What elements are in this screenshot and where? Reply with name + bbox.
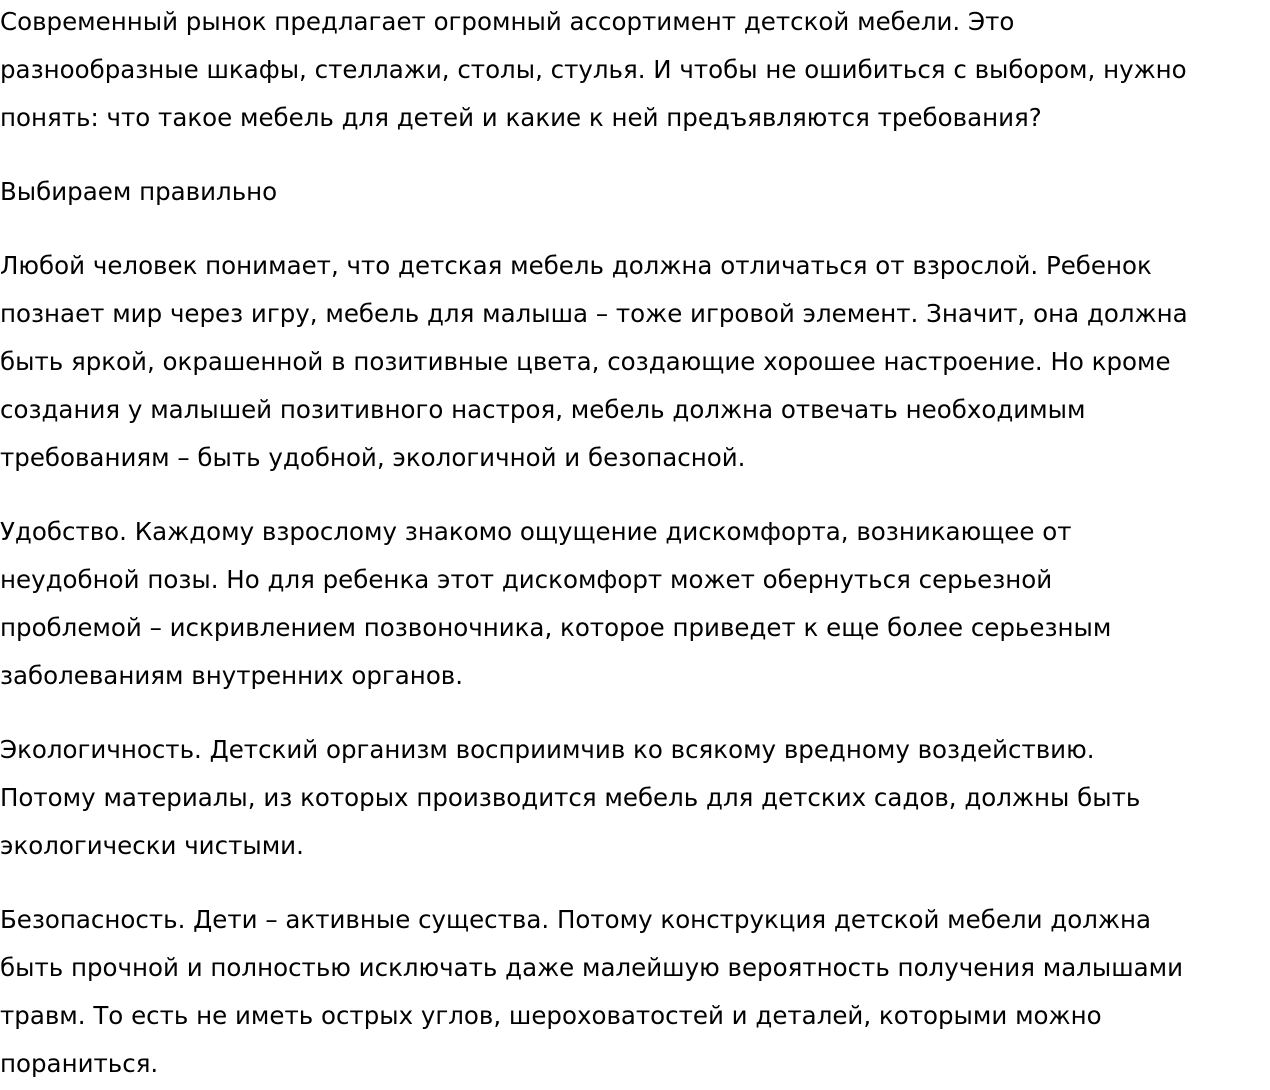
text-line: травм. То есть не иметь острых углов, шероховатостей и деталей, которыми можно (0, 1001, 1102, 1030)
text-line: пораниться. (0, 1049, 159, 1078)
text-line: понять: что такое мебель для детей и какие к ней предъявляются требования? (0, 103, 1042, 132)
paragraph-safety (0, 896, 1270, 1088)
text-line: проблемой – искривлением позвоночника, которое приведет к еще более серьезным (0, 613, 1112, 642)
paragraph-intro (0, 0, 1270, 142)
text-line: познает мир через игру, мебель для малыша – тоже игровой элемент. Значит, она должна (0, 299, 1188, 328)
text-line: быть прочной и полностью исключать даже малейшую вероятность получения малышами (0, 953, 1184, 982)
text-line: Потому материалы, из которых производится мебель для детских садов, должны быть (0, 783, 1141, 812)
text-line: Выбираем правильно (0, 177, 278, 206)
paragraph-ecology (0, 726, 1270, 870)
paragraph-requirements (0, 242, 1270, 482)
paragraph-comfort (0, 508, 1270, 700)
text-line: Современный рынок предлагает огромный ассортимент детской мебели. Это (0, 7, 1015, 36)
text-line: быть яркой, окрашенной в позитивные цвета, создающие хорошее настроение. Но кроме (0, 347, 1171, 376)
text-line: требованиям – быть удобной, экологичной и безопасной. (0, 443, 746, 472)
text-line: разнообразные шкафы, стеллажи, столы, стулья. И чтобы не ошибиться с выбором, нужно (0, 55, 1187, 84)
text-line: Удобство. Каждому взрослому знакомо ощущение дискомфорта, возникающее от (0, 517, 1072, 546)
text-line: Любой человек понимает, что детская мебель должна отличаться от взрослой. Ребенок (0, 251, 1152, 280)
text-line: Безопасность. Дети – активные существа. Потому конструкция детской мебели должна (0, 905, 1151, 934)
paragraph-subheading (0, 168, 1270, 216)
text-line: создания у малышей позитивного настроя, мебель должна отвечать необходимым (0, 395, 1086, 424)
text-line: экологически чистыми. (0, 831, 304, 860)
text-line: неудобной позы. Но для ребенка этот дискомфорт может обернуться серьезной (0, 565, 1053, 594)
text-line: Экологичность. Детский организм восприимчив ко всякому вредному воздействию. (0, 735, 1095, 764)
text-line: заболеваниям внутренних органов. (0, 661, 464, 690)
